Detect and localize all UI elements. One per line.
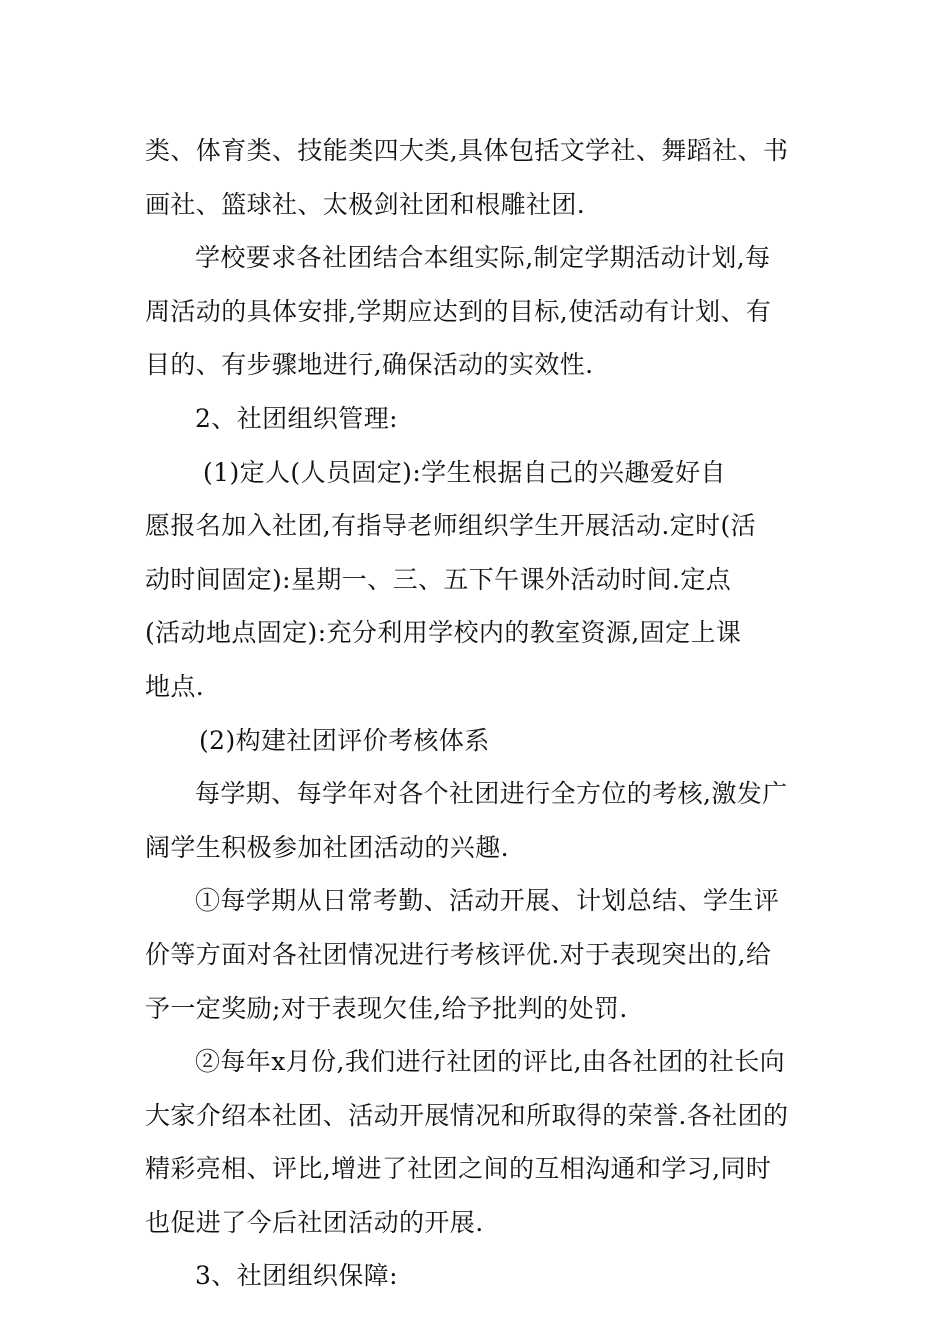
text-line: 阔学生积极参加社团活动的兴趣. [145,832,509,862]
document-body [145,124,810,1303]
text-line: (活动地点固定):充分利用学校内的教室资源,固定上课 [145,618,742,648]
text-line: 价等方面对各社团情况进行考核评优.对于表现突出的,给 [145,939,772,969]
text-line: 大家介绍本社团、活动开展情况和所取得的荣誉.各社团的 [145,1100,789,1130]
text-line: ①每学期从日常考勤、活动开展、计划总结、学生评 [195,886,780,916]
subsection-heading: (2)构建社团评价考核体系 [199,725,490,755]
text-line: 也促进了今后社团活动的开展. [145,1207,484,1237]
text-line: 画社、篮球社、太极剑社团和根雕社团. [145,189,586,219]
text-line: 动时间固定):星期一、三、五下午课外活动时间.定点 [145,564,732,594]
text-line: 类、体育类、技能类四大类,具体包括文学社、舞蹈社、书 [145,136,789,165]
text-line: 予一定奖励;对于表现欠佳,给予批判的处罚. [145,993,628,1023]
section-heading: 3、社团组织保障: [195,1261,398,1291]
text-line: 周活动的具体安排,学期应达到的目标,使活动有计划、有 [145,296,772,326]
text-line: 精彩亮相、评比,增进了社团之间的互相沟通和学习,同时 [145,1154,772,1184]
text-line: 目的、有步骤地进行,确保活动的实效性. [145,350,594,380]
text-line: ②每年x月份,我们进行社团的评比,由各社团的社长向 [195,1047,785,1077]
text-line: 地点. [145,671,205,701]
text-line: 每学期、每学年对各个社团进行全方位的考核,激发广 [195,779,788,809]
text-line: 愿报名加入社团,有指导老师组织学生开展活动.定时(活 [145,511,757,541]
text-line: 学校要求各社团结合本组实际,制定学期活动计划,每 [195,243,771,273]
text-line: (1)定人(人员固定):学生根据自己的兴趣爱好自 [203,457,726,487]
section-heading: 2、社团组织管理: [195,403,398,433]
